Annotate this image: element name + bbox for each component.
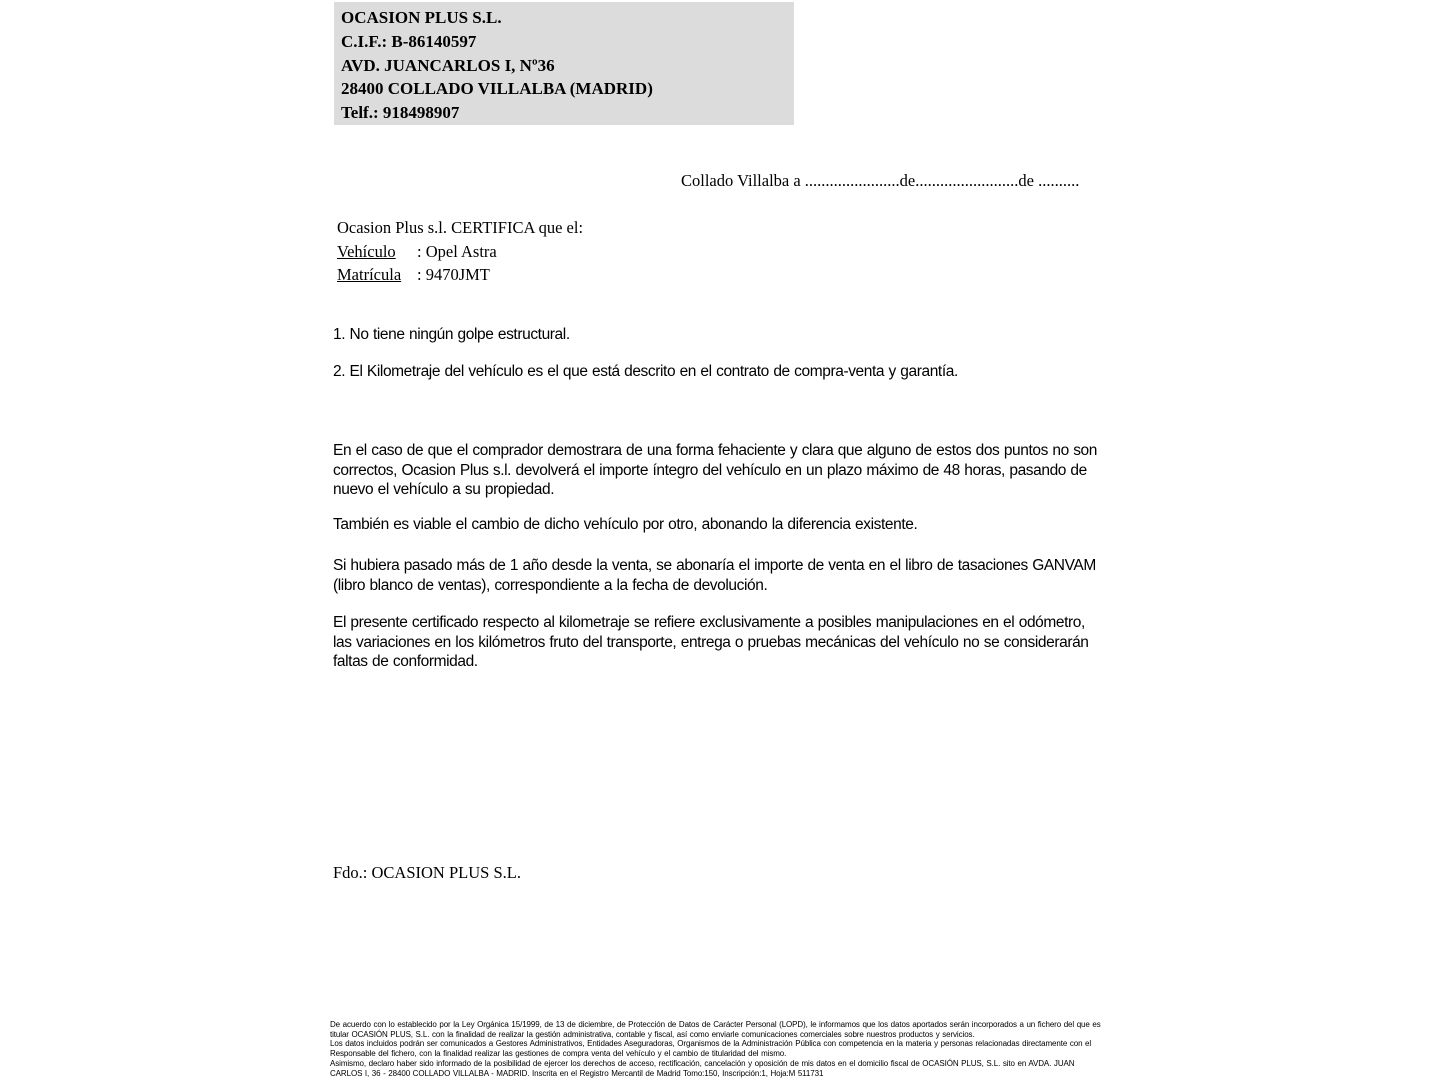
legal-paragraph-lopd: De acuerdo con lo establecido por la Ley Orgánica 15/1999, de 13 de diciembre, de Protección de Datos de Carácter Personal (LOPD), le informamos que los datos aportados serán incorporados a un fichero del que es titular OCASIÓN PLUS, S.L. con la finalidad de realizar la gestión administrativa, contable y fiscal, así como enviarle comunicaciones comerciales sobre nuestros productos y servicios.: [330, 1020, 1101, 1039]
vehicle-value: : Opel Astra: [417, 241, 497, 261]
company-phone: Telf.: 918498907: [341, 103, 460, 123]
paragraph-odometer: El presente certificado respecto al kilometraje se refiere exclusivamente a posibles manipulaciones en el odómetro, las variaciones en los kilómetros fruto del transporte, entrega o pruebas mecánicas del vehículo no se considerarán faltas de conformidad.: [333, 614, 1089, 671]
legal-footer: [330, 1020, 1102, 1078]
vehicle-label: Vehículo: [337, 241, 396, 261]
company-city: 28400 COLLADO VILLALBA (MADRID): [341, 79, 653, 99]
signature-line: Fdo.: OCASION PLUS S.L.: [333, 863, 521, 882]
company-cif: C.I.F.: B-86140597: [341, 31, 477, 51]
paragraph-exchange: También es viable el cambio de dicho vehículo por otro, abonando la diferencia existente.: [333, 516, 918, 533]
legal-paragraph-rights: Asimismo, declaro haber sido informado de la posibilidad de ejercer los derechos de acceso, rectificación, cancelación y oposición de mis datos en el domicilio fiscal de OCASIÓN PLUS, S.L. sito en AVDA. JUAN CARLOS I, 36 - 28400 COLLADO VILLALBA - MADRID. Inscrita en el Registro Mercantil de Madrid Tomo:150, Inscripción:1, Hoja:M 511731: [330, 1058, 1075, 1078]
plate-row: [337, 263, 583, 287]
paragraph-refund: En el caso de que el comprador demostrara de una forma fehaciente y clara que alguno de estos dos puntos no son correctos, Ocasion Plus s.l. devolverá el importe íntegro del vehículo en un plazo máximo de 48 horas, pasando de nuevo el vehículo a su propiedad.: [333, 442, 1097, 499]
company-name: OCASION PLUS S.L.: [341, 8, 502, 27]
point-no-structural-damage: 1. No tiene ningún golpe estructural.: [333, 326, 570, 343]
company-header-box: [334, 2, 794, 125]
legal-paragraph-data-sharing: Los datos incluidos podrán ser comunicados a Gestores Administrativos, Entidades Aseguradoras, Organismos de la Administración Pública con competencia en la materia y personas relacionadas directamente con el Responsable del fichero, con la finalidad realizar las gestiones de compra venta del vehículo y el cambio de titularidad del mismo.: [330, 1039, 1092, 1059]
certify-intro: Ocasion Plus s.l. CERTIFICA que el:: [337, 218, 584, 237]
company-address: AVD. JUANCARLOS I, Nº36: [341, 55, 555, 75]
plate-label: Matrícula: [337, 265, 402, 285]
point-mileage: 2. El Kilometraje del vehículo es el que está descrito en el contrato de compra-venta y garantía.: [333, 363, 958, 380]
paragraph-ganvam: Si hubiera pasado más de 1 año desde la venta, se abonaría el importe de venta en el libro de tasaciones GANVAM (libro blanco de ventas), correspondiente a la fecha de devolución.: [333, 557, 1096, 594]
date-line: Collado Villalba a .......................de.........................de ..........: [681, 171, 1080, 190]
certification-block: [337, 216, 583, 287]
plate-value: : 9470JMT: [417, 265, 490, 285]
vehicle-row: [337, 240, 583, 264]
